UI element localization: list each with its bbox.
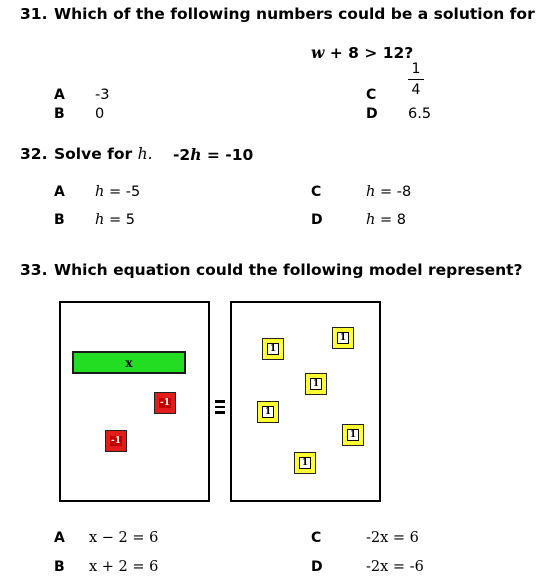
positive-one-tile — [257, 401, 279, 423]
positive-one-tile-label: 1 — [262, 406, 274, 418]
q32-choice-c-value[interactable] — [366, 184, 411, 200]
positive-one-tile-label: 1 — [299, 457, 311, 469]
q32-choice-c-letter: C — [311, 184, 322, 200]
model-left-panel — [59, 301, 210, 502]
negative-one-tile — [154, 392, 176, 414]
positive-one-tile-label: 1 — [267, 343, 279, 355]
q31-choice-b-value[interactable]: 0 — [95, 106, 105, 122]
q32-prompt — [54, 145, 153, 163]
q33-choice-b-value[interactable]: x + 2 = 6 — [89, 559, 159, 575]
q33-number: 33. — [20, 261, 48, 279]
q32-choice-b-var: h — [95, 212, 105, 228]
q31-equation — [311, 43, 413, 62]
q33-choice-c-letter: C — [311, 530, 322, 546]
q33-choice-a-letter: A — [54, 530, 65, 546]
positive-one-tile — [332, 327, 354, 349]
q32-choice-a-rest: = -5 — [108, 184, 141, 200]
q31-choice-d-value[interactable]: 6.5 — [408, 106, 432, 122]
q32-eq-var: h — [190, 145, 202, 164]
q32-choice-b-value[interactable] — [95, 212, 135, 228]
q32-choice-d-var: h — [366, 212, 376, 228]
q31-choice-d-letter: D — [366, 106, 378, 122]
q33-choice-b-letter: B — [54, 559, 65, 575]
q32-prompt-var: h. — [137, 145, 153, 163]
q33-choice-d-value[interactable]: -2x = -6 — [366, 559, 424, 575]
q31-choice-a-value[interactable]: -3 — [95, 87, 110, 103]
fraction-bar — [408, 79, 424, 80]
q31-equation-rest: + 8 > 12? — [329, 44, 414, 62]
positive-one-tile — [294, 452, 316, 474]
q32-equation — [173, 145, 253, 164]
q33-choice-c-value[interactable]: -2x = 6 — [366, 530, 419, 546]
q32-choice-c-var: h — [366, 184, 376, 200]
q32-choice-c-rest: = -8 — [379, 184, 412, 200]
q31-prompt: Which of the following numbers could be a solution for — [54, 5, 535, 23]
q32-choice-d-value[interactable] — [366, 212, 406, 228]
q32-number: 32. — [20, 145, 48, 163]
q32-eq-right: = -10 — [206, 146, 254, 164]
equals-sign — [215, 400, 225, 417]
q33-choice-d-letter: D — [311, 559, 323, 575]
q32-choice-a-var: h — [95, 184, 105, 200]
q32-choice-d-rest: = 8 — [379, 212, 406, 228]
q32-choice-d-letter: D — [311, 212, 323, 228]
positive-one-tile-label: 1 — [347, 429, 359, 441]
q31-choice-c-fraction[interactable] — [408, 61, 424, 98]
positive-one-tile — [342, 424, 364, 446]
q33-choice-a-value[interactable]: x − 2 = 6 — [89, 530, 159, 546]
q32-eq-left: -2 — [173, 146, 191, 164]
q31-choice-a-letter: A — [54, 87, 65, 103]
q31-equation-var: w — [311, 43, 325, 62]
negative-one-tile-label: -1 — [160, 398, 170, 408]
q32-choice-a-value[interactable] — [95, 184, 140, 200]
negative-one-tile-label: -1 — [111, 436, 121, 446]
x-tile — [72, 351, 186, 374]
positive-one-tile-label: 1 — [337, 332, 349, 344]
x-tile-label: x — [125, 355, 133, 370]
q32-choice-b-letter: B — [54, 212, 65, 228]
negative-one-tile — [105, 430, 127, 452]
q31-choice-c-letter: C — [366, 87, 377, 103]
q32-choice-b-rest: = 5 — [108, 212, 135, 228]
q33-prompt: Which equation could the following model represent? — [54, 261, 523, 279]
q31-choice-b-letter: B — [54, 106, 65, 122]
q32-prompt-text: Solve for — [54, 145, 133, 163]
q31-number: 31. — [20, 5, 48, 23]
positive-one-tile-label: 1 — [310, 378, 322, 390]
positive-one-tile — [262, 338, 284, 360]
q31-choice-c-denominator: 4 — [411, 82, 421, 98]
q31-choice-c-numerator: 1 — [411, 61, 421, 77]
q32-choice-a-letter: A — [54, 184, 65, 200]
positive-one-tile — [305, 373, 327, 395]
